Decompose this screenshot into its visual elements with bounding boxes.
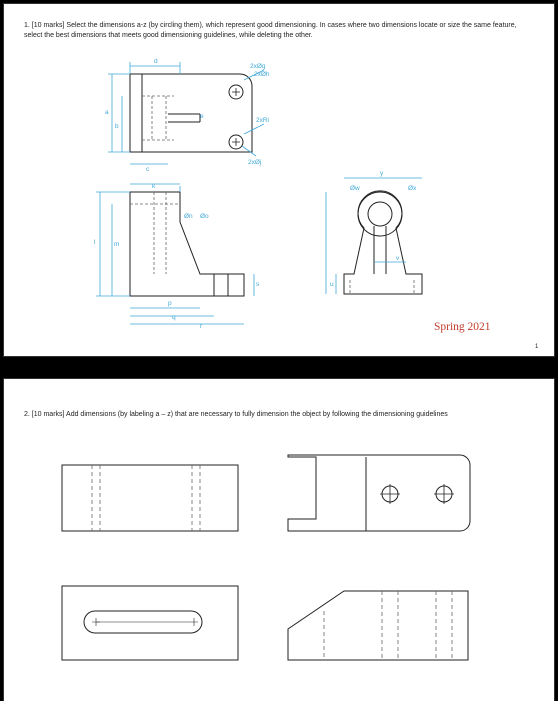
dim-b: b	[115, 123, 119, 130]
base-flange	[130, 74, 142, 152]
question-2-drawing	[4, 379, 554, 701]
dim-i: 2xRi	[256, 117, 270, 124]
dim-k: k	[152, 183, 156, 190]
dim-e: e	[200, 113, 204, 120]
dim-l: l	[94, 239, 96, 246]
block-front	[62, 465, 238, 531]
pillow-hole	[368, 202, 392, 226]
page-number: 1	[535, 344, 539, 350]
dim-g: 2xØg	[250, 63, 266, 70]
question-1-drawing	[4, 4, 554, 356]
dim-w: Øw	[350, 185, 360, 192]
dim-v: v	[396, 255, 400, 262]
dim-x: Øx	[408, 185, 417, 192]
dim-u: u	[330, 281, 334, 288]
dim-c: c	[146, 166, 150, 173]
question-1-text: 1. [10 marks] Select the dimensions a-z (by circling them), which represent good dimensioning. In cases where two dimensions locate or size the same feature, select the best dimensions that meets good dimensioning guidelines, while deleting the other.	[24, 22, 517, 39]
semester-stamp: Spring 2021	[434, 321, 491, 333]
slot-plate	[62, 586, 238, 660]
question-1-panel	[3, 3, 555, 357]
dim-o: Øo	[200, 213, 209, 220]
dim-r: r	[200, 323, 203, 330]
dim-n: Øn	[184, 213, 193, 220]
dim-p: p	[168, 300, 172, 307]
dim-y: y	[380, 170, 384, 177]
side-view-outline	[130, 192, 244, 296]
ramp-block	[288, 591, 468, 660]
end-view-outline	[344, 191, 422, 294]
dim-j: 2xØj	[248, 159, 262, 166]
dim-m: m	[114, 241, 120, 248]
dim-h: 2xØh	[254, 71, 270, 78]
dim-a: a	[105, 109, 109, 116]
dim-d: d	[154, 58, 158, 65]
dim-s: s	[256, 281, 260, 288]
bracket-view	[288, 455, 470, 531]
dim-q: q	[172, 314, 176, 321]
question-2-text: 2. [10 marks] Add dimensions (by labeling a – z) that are necessary to fully dimension the object by following the dimensioning guidelines	[24, 411, 448, 418]
question-2-panel	[3, 378, 555, 701]
